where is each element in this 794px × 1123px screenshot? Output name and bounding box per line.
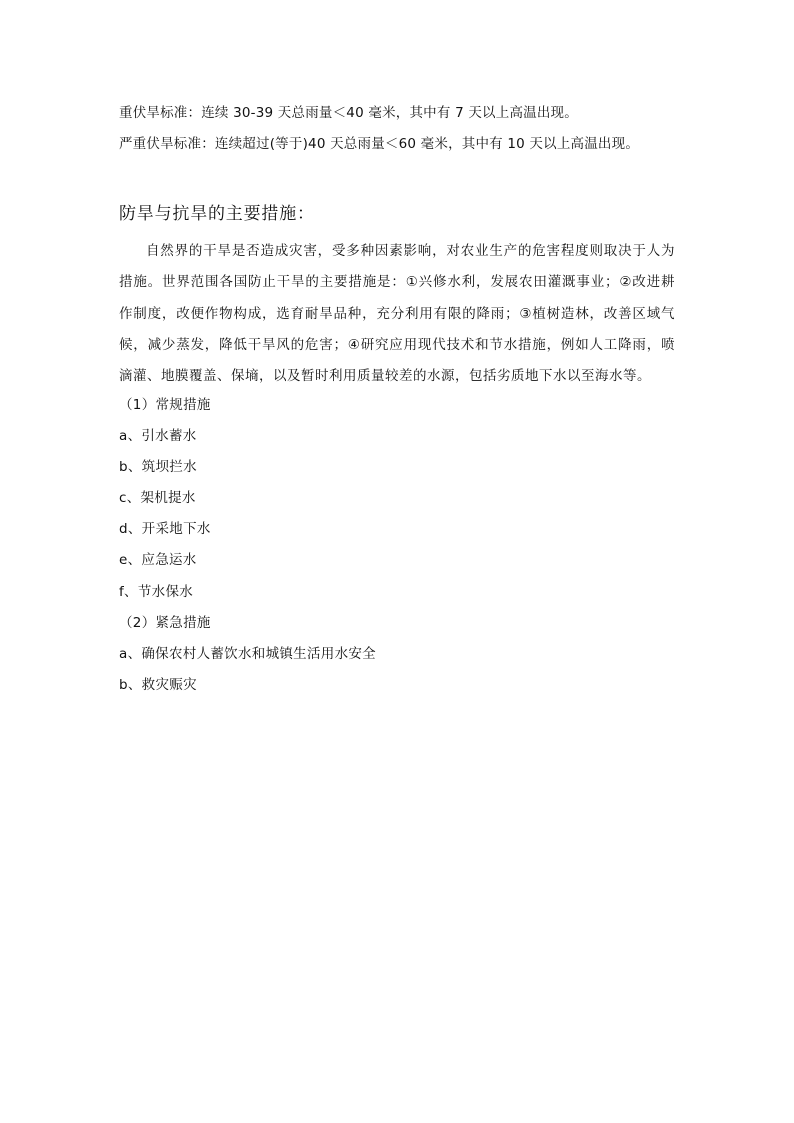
standard-line-severe-summer-drought: 重伏旱标准：连续 30-39 天总雨量＜40 毫米，其中有 7 天以上高温出现。 xyxy=(119,105,578,121)
list-item-emergency-measures: （2）紧急措施 xyxy=(119,614,211,631)
list-item-routine-measures: （1）常规措施 xyxy=(119,397,211,413)
section-heading: 防旱与抗旱的主要措施： xyxy=(119,204,315,224)
list-item: f、节水保水 xyxy=(119,583,194,600)
list-item: b、救灾赈灾 xyxy=(119,676,197,693)
list-item: e、应急运水 xyxy=(119,552,197,569)
list-item: b、筑坝拦水 xyxy=(119,459,197,476)
standard-line-extreme-summer-drought: 严重伏旱标准：连续超过(等于)40 天总雨量＜60 毫米，其中有 10 天以上高温出现。 xyxy=(119,136,640,152)
list-item: a、引水蓄水 xyxy=(119,428,197,445)
measures-list xyxy=(119,395,376,706)
list-item: a、确保农村人蓄饮水和城镇生活用水安全 xyxy=(119,645,376,662)
list-item: c、架机提水 xyxy=(119,490,196,507)
list-item: d、开采地下水 xyxy=(119,521,211,538)
body-paragraph: 自然界的干旱是否造成灾害，受多种因素影响，对农业生产的危害程度则取决于人为措施。世界范围各国防止干旱的主要措施是：①兴修水利，发展农田灌溉事业；②改进耕作制度，改便作物构成，选育耐旱品种，充分利用有限的降雨；③植树造林，改善区域气候，减少蒸发，降低干旱风的危害；④研究应用现代技术和节水措施，例如人工降雨，喷滴灌、地膜覆盖、保墒，以及暂时利用质量较差的水源，包括劣质地下水以至海水等。 xyxy=(119,243,675,385)
